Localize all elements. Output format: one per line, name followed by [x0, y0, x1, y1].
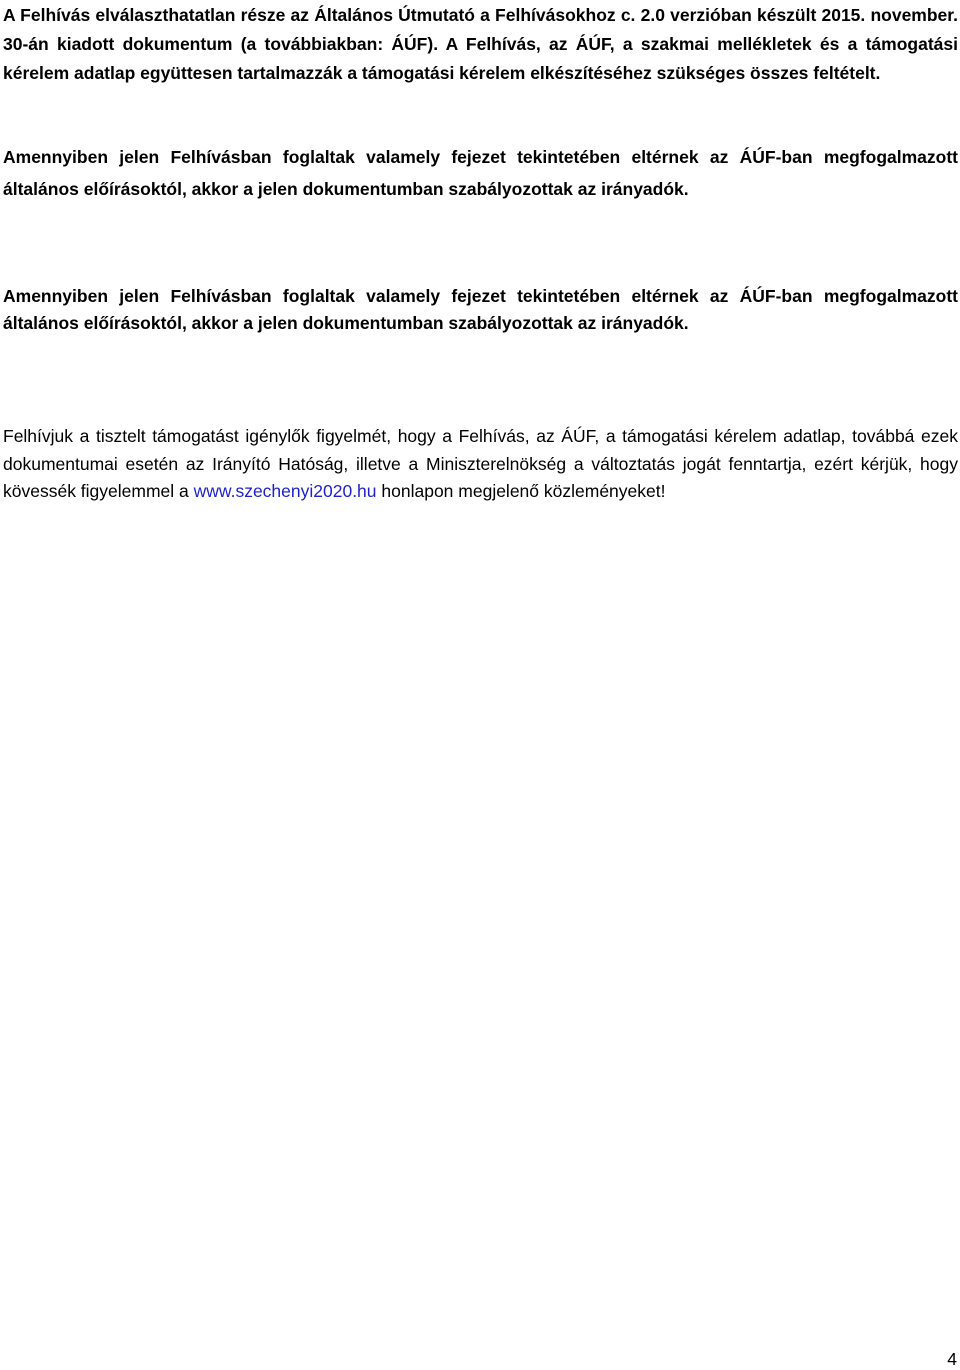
szechenyi2020-link[interactable]: www.szechenyi2020.hu: [193, 481, 377, 501]
notice-paragraph: [3, 423, 958, 506]
precedence-paragraph-1: Amennyiben jelen Felhívásban foglaltak valamely fejezet tekintetében eltérnek az ÁÚF-ban megfogalmazott általános előírásoktól, akkor a jelen dokumentumban szabályozottak az irányadók.: [3, 147, 958, 199]
notice-text-before-link: Felhívjuk a tisztelt támogatást igénylők figyelmét, hogy a Felhívás, az ÁÚF, a támogatási kérelem adatlap, továbbá ezek dokumentumai esetén az Irányító Hatóság, illetve a Miniszterelnökség a változtatás jogát fenntartja, ezért kérjük, hogy kövessék figyelemmel a: [3, 426, 958, 501]
precedence-paragraph-2: Amennyiben jelen Felhívásban foglaltak valamely fejezet tekintetében eltérnek az ÁÚF-ban megfogalmazott általános előírásoktól, akkor a jelen dokumentumban szabályozottak az irányadók.: [3, 286, 958, 333]
intro-paragraph: A Felhívás elválaszthatatlan része az Általános Útmutató a Felhívásokhoz c. 2.0 verzióban készült 2015. november. 30-án kiadott dokumentum (a továbbiakban: ÁÚF). A Felhívás, az ÁÚF, a szakmai mellékletek és a támogatási kérelem adatlap együttesen tartalmazzák a támogatási kérelem elkészítéséhez szükséges összes feltételt.: [3, 5, 958, 83]
page-number: 4: [947, 1349, 957, 1369]
notice-text-after-link: honlapon megjelenő közleményeket!: [376, 481, 666, 501]
